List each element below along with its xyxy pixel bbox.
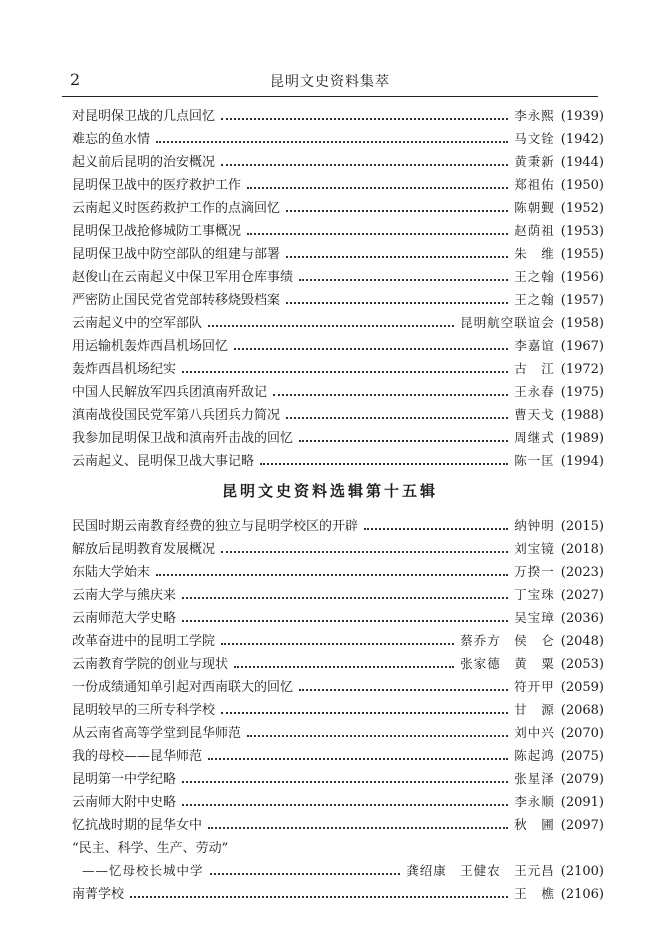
toc-entry — [72, 354, 604, 377]
dot-leader — [182, 792, 508, 806]
entry-title: 忆抗战时期的昆华女中 — [72, 818, 203, 833]
entry-page: (2091) — [560, 795, 604, 810]
dot-leader — [221, 106, 508, 120]
entry-title: 昆明较早的三所专科学校 — [72, 703, 216, 718]
toc-entry — [72, 147, 604, 170]
entry-page: (1952) — [560, 201, 604, 216]
toc-entry — [72, 787, 604, 810]
toc-entry — [72, 331, 604, 354]
toc-entry — [72, 308, 604, 331]
dot-leader — [208, 746, 508, 760]
entry-title: 云南教育学院的创业与现状 — [72, 657, 229, 672]
toc-entry — [72, 193, 604, 216]
entry-title: 云南起义、昆明保卫战大事记略 — [72, 454, 255, 469]
entry-author: 王之翰 — [514, 269, 555, 284]
dot-leader — [156, 562, 508, 576]
entry-title: 一份成绩通知单引起对西南联大的回忆 — [72, 680, 294, 695]
dot-leader — [221, 700, 508, 714]
entry-title: 云南起义时医药救护工作的点滴回忆 — [72, 201, 281, 216]
entry-page: (1975) — [560, 385, 604, 400]
entry-page: (2015) — [560, 519, 604, 534]
entry-author: 陈一匡 — [514, 453, 555, 468]
entry-page: (1953) — [560, 224, 604, 239]
toc-entry — [72, 856, 604, 879]
dot-leader — [182, 359, 508, 373]
dot-leader — [286, 244, 508, 258]
entry-page: (2106) — [560, 887, 604, 902]
dot-leader — [182, 608, 508, 622]
entry-title: 改革奋进中的昆明工学院 — [72, 634, 216, 649]
entry-title: 对昆明保卫战的几点回忆 — [72, 109, 216, 124]
dot-leader — [286, 290, 508, 304]
dot-leader — [286, 198, 508, 212]
entry-page: (1958) — [560, 316, 604, 331]
entry-title: 难忘的鱼水情 — [72, 132, 151, 147]
toc-entry — [72, 423, 604, 446]
entry-author: 赵荫祖 — [514, 223, 555, 238]
entry-author: 蔡乔方 侯 仑 — [460, 633, 555, 648]
toc-list-1 — [72, 101, 604, 469]
entry-page: (1955) — [560, 247, 604, 262]
toc-entry — [72, 741, 604, 764]
toc-entry — [72, 718, 604, 741]
entry-page: (2100) — [560, 864, 604, 879]
entry-author: 张家德 黄 粟 — [460, 656, 555, 671]
toc-entry — [72, 557, 604, 580]
entry-author: 秋 圃 — [514, 817, 555, 832]
toc-entry — [72, 262, 604, 285]
dot-leader — [221, 631, 454, 645]
entry-page: (2048) — [560, 634, 604, 649]
entry-title: 昆明第一中学纪略 — [72, 772, 177, 787]
dot-leader — [234, 654, 454, 668]
toc-entry — [72, 285, 604, 308]
dot-leader — [260, 451, 508, 465]
entry-title: 滇南战役国民党军第八兵团兵力简况 — [72, 408, 281, 423]
entry-title: 东陆大学始末 — [72, 565, 151, 580]
entry-author: 黄秉新 — [514, 154, 555, 169]
entry-title: 中国人民解放军四兵团滇南歼敌记 — [72, 385, 268, 400]
entry-author: 李永熙 — [514, 108, 555, 123]
dot-leader — [208, 313, 454, 327]
header-rule — [62, 96, 598, 97]
toc-entry — [72, 603, 604, 626]
running-title: 昆明文史资料集萃 — [270, 74, 390, 90]
entry-author: 丁宝珠 — [514, 587, 555, 602]
entry-page: (2036) — [560, 611, 604, 626]
entry-page: (1950) — [560, 178, 604, 193]
entry-title: “民主、科学、生产、劳动” — [72, 841, 229, 856]
entry-title: 民国时期云南教育经费的独立与昆明学校区的开辟 — [72, 519, 359, 534]
entry-author: 陈朝觐 — [514, 200, 555, 215]
entry-author: 吴宝璋 — [514, 610, 555, 625]
entry-title: 用运输机轰炸西昌机场回忆 — [72, 339, 229, 354]
entry-author: 朱 维 — [514, 246, 555, 261]
entry-author: 李永顺 — [514, 794, 555, 809]
entry-author: 张星泽 — [514, 771, 555, 786]
toc-entry — [72, 101, 604, 124]
entry-author: 周继式 — [514, 430, 555, 445]
dot-leader — [273, 382, 508, 396]
dot-leader — [210, 861, 401, 875]
entry-title: ——忆母校长城中学 — [82, 863, 204, 878]
entry-author: 纳钟明 — [514, 518, 555, 533]
dot-leader — [234, 336, 508, 350]
entry-title: 严密防止国民党省党部转移烧毁档案 — [72, 293, 281, 308]
dot-leader — [130, 884, 508, 898]
entry-author: 王 樵 — [514, 886, 555, 901]
entry-page: (1988) — [560, 408, 604, 423]
toc-entry — [72, 124, 604, 147]
entry-author: 龚绍康 王健农 王元昌 — [406, 863, 555, 878]
entry-title: 云南师大附中史略 — [72, 795, 177, 810]
entry-page: (2070) — [560, 726, 604, 741]
toc-entry — [72, 377, 604, 400]
entry-author: 甘 源 — [514, 702, 555, 717]
entry-title: 解放后昆明教育发展概况 — [72, 542, 216, 557]
entry-title: 赵俊山在云南起义中保卫军用仓库事绩 — [72, 270, 294, 285]
toc-entry — [72, 580, 604, 603]
entry-title: 昆明保卫战中防空部队的组建与部署 — [72, 247, 281, 262]
entry-page: (2018) — [560, 542, 604, 557]
dot-leader — [247, 221, 508, 235]
entry-page: (2097) — [560, 818, 604, 833]
toc-entry — [72, 626, 604, 649]
entry-page: (2075) — [560, 749, 604, 764]
entry-page: (2079) — [560, 772, 604, 787]
entry-page: (1944) — [560, 155, 604, 170]
page-header — [62, 66, 598, 96]
entry-page: (1942) — [560, 132, 604, 147]
entry-author: 郑祖佑 — [514, 177, 555, 192]
entry-author: 刘宝镜 — [514, 541, 555, 556]
entry-page: (1989) — [560, 431, 604, 446]
dot-leader — [182, 585, 508, 599]
entry-title: 昆明保卫战抢修城防工事概况 — [72, 224, 242, 239]
toc-entry — [72, 400, 604, 423]
toc-entry — [72, 695, 604, 718]
entry-author: 曹天戈 — [514, 407, 555, 422]
toc-entry — [72, 649, 604, 672]
dot-leader — [221, 152, 508, 166]
dot-leader — [286, 405, 508, 419]
toc-entry — [72, 810, 604, 833]
entry-author: 陈起鸿 — [514, 748, 555, 763]
entry-title: 云南师范大学史略 — [72, 611, 177, 626]
entry-page: (1939) — [560, 109, 604, 124]
toc-entry — [72, 446, 604, 469]
dot-leader — [221, 539, 508, 553]
entry-author: 王永春 — [514, 384, 555, 399]
entry-author: 李嘉谊 — [514, 338, 555, 353]
entry-author: 昆明航空联谊会 — [460, 315, 555, 330]
entry-title: 南菁学校 — [72, 887, 125, 902]
entry-title: 起义前后昆明的治安概况 — [72, 155, 216, 170]
page-number: 2 — [70, 70, 81, 89]
dot-leader — [299, 428, 508, 442]
dot-leader — [299, 677, 508, 691]
entry-title: 从云南省高等学堂到昆华师范 — [72, 726, 242, 741]
entry-page: (2059) — [560, 680, 604, 695]
entry-author: 王之翰 — [514, 292, 555, 307]
entry-page: (1967) — [560, 339, 604, 354]
dot-leader — [247, 723, 508, 737]
toc-entry — [72, 764, 604, 787]
entry-page: (2068) — [560, 703, 604, 718]
entry-author: 古 江 — [514, 361, 555, 376]
toc-entry — [72, 833, 604, 856]
entry-page: (2053) — [560, 657, 604, 672]
dot-leader — [182, 769, 508, 783]
toc-list-2 — [72, 511, 604, 902]
entry-title: 云南起义中的空军部队 — [72, 316, 203, 331]
toc-entry — [72, 216, 604, 239]
dot-leader — [247, 175, 508, 189]
entry-page: (1994) — [560, 454, 604, 469]
entry-title: 云南大学与熊庆来 — [72, 588, 177, 603]
entry-page: (1957) — [560, 293, 604, 308]
section-title: 昆明文史资料选辑第十五辑 — [221, 482, 438, 500]
entry-author: 马文铨 — [514, 131, 555, 146]
dot-leader — [364, 516, 508, 530]
entry-title: 昆明保卫战中的医疗救护工作 — [72, 178, 242, 193]
toc-entry — [72, 534, 604, 557]
toc-entry — [72, 672, 604, 695]
entry-page: (1956) — [560, 270, 604, 285]
dot-leader — [208, 815, 508, 829]
entry-title: 轰炸西昌机场纪实 — [72, 362, 177, 377]
toc-entry — [72, 239, 604, 262]
entry-page: (2023) — [560, 565, 604, 580]
entry-title: 我的母校——昆华师范 — [72, 749, 203, 764]
entry-author: 符开甲 — [514, 679, 555, 694]
entry-page: (1972) — [560, 362, 604, 377]
dot-leader — [299, 267, 508, 281]
toc-entry — [72, 879, 604, 902]
entry-author: 刘中兴 — [514, 725, 555, 740]
entry-title: 我参加昆明保卫战和滇南歼击战的回忆 — [72, 431, 294, 446]
dot-leader — [156, 129, 508, 143]
toc-entry — [72, 511, 604, 534]
entry-page: (2027) — [560, 588, 604, 603]
toc-entry — [72, 170, 604, 193]
entry-author: 万揆一 — [514, 564, 555, 579]
